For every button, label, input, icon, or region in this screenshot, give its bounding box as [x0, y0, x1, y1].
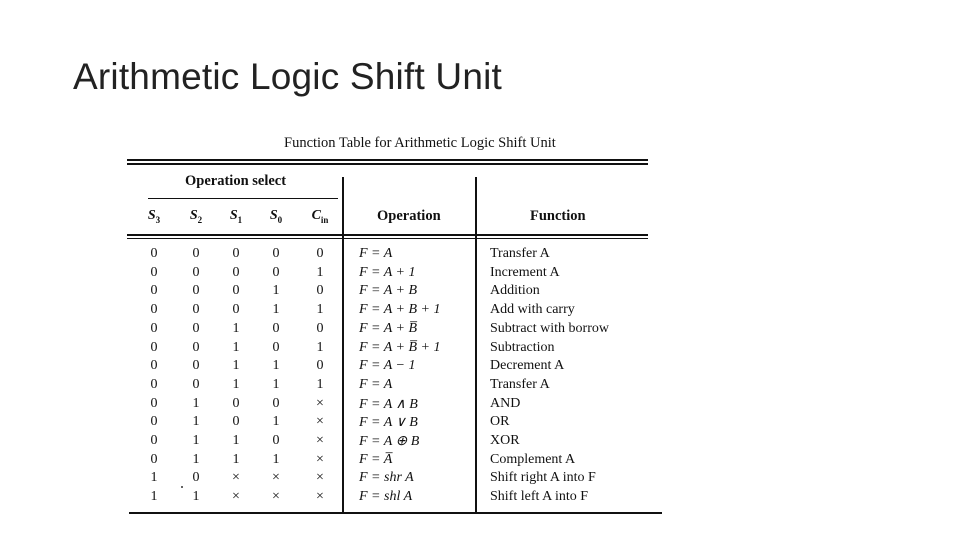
- column-header-s3: $S_3$: [147, 208, 161, 225]
- cell-function: XOR: [490, 433, 520, 448]
- cell-cin: ×: [316, 433, 324, 448]
- cell-s2: 0: [192, 340, 200, 355]
- cell-s1: 0: [232, 265, 240, 280]
- cell-cin: 1: [316, 265, 324, 280]
- column-header-s0: $S_0$: [269, 208, 283, 225]
- cell-cin: ×: [316, 396, 324, 411]
- table-caption: Function Table for Arithmetic Logic Shift Unit: [284, 135, 556, 151]
- cell-s1: ×: [232, 489, 240, 504]
- cell-s2: 0: [192, 321, 200, 336]
- column-header-s1: $S_1$: [229, 208, 243, 225]
- cell-operation: F = A ∨ B: [359, 415, 418, 430]
- cell-operation: F = A + B̅ + 1: [359, 340, 441, 355]
- cell-s1: 0: [232, 302, 240, 317]
- cell-s2: 1: [192, 452, 200, 467]
- cell-s2: 0: [192, 283, 200, 298]
- cell-function: AND: [490, 396, 521, 411]
- cell-s0: 0: [272, 340, 280, 355]
- cell-s1: 0: [232, 246, 240, 261]
- cell-function: Add with carry: [490, 302, 575, 317]
- cell-s1: 0: [232, 414, 240, 429]
- operation-select-header: Operation select: [185, 173, 287, 189]
- cell-s1: 1: [232, 340, 240, 355]
- cell-operation: F = A + B + 1: [359, 302, 441, 317]
- divider-select-operation: [342, 177, 344, 512]
- cell-s3: 1: [150, 470, 158, 485]
- cell-s2: 0: [192, 246, 200, 261]
- cell-operation: F = A + 1: [359, 265, 416, 280]
- cell-cin: ×: [316, 489, 324, 504]
- cell-operation: F = A − 1: [359, 358, 416, 373]
- cell-operation: F = A: [359, 377, 393, 392]
- cell-cin: 0: [316, 358, 324, 373]
- cell-s0: 0: [272, 265, 280, 280]
- cell-s2: 1: [192, 433, 200, 448]
- bottom-rule: [129, 512, 662, 514]
- cell-s0: ×: [272, 489, 280, 504]
- header-double-rule-1: [127, 234, 648, 236]
- cell-s3: 0: [150, 283, 158, 298]
- cell-s0: ×: [272, 470, 280, 485]
- cell-s1: 1: [232, 377, 240, 392]
- cell-operation: F = A + B̅: [359, 321, 418, 336]
- cell-cin: 0: [316, 321, 324, 336]
- cell-s3: 0: [150, 302, 158, 317]
- cell-function: Transfer A: [490, 377, 550, 392]
- cell-s2: 1: [192, 396, 200, 411]
- cell-s0: 0: [272, 433, 280, 448]
- cell-function: Complement A: [490, 452, 576, 467]
- column-header-operation: Operation: [377, 208, 441, 224]
- cell-cin: ×: [316, 414, 324, 429]
- cell-s2: 0: [192, 377, 200, 392]
- cell-s2: 1: [192, 489, 200, 504]
- cell-s1: 1: [232, 321, 240, 336]
- cell-s3: 1: [150, 489, 158, 504]
- cell-operation: F = shr A: [359, 470, 414, 485]
- cell-s3: 0: [150, 433, 158, 448]
- cell-function: Decrement A: [490, 358, 565, 373]
- cell-cin: 0: [316, 246, 324, 261]
- cell-s1: ×: [232, 470, 240, 485]
- cell-cin: ×: [316, 470, 324, 485]
- header-double-rule-2: [127, 238, 648, 239]
- top-double-rule-1: [127, 159, 648, 161]
- cell-function: Subtract with borrow: [490, 321, 609, 336]
- top-double-rule-2: [127, 163, 648, 165]
- cell-function: Transfer A: [490, 246, 550, 261]
- cell-s3: 0: [150, 321, 158, 336]
- cell-s0: 1: [272, 414, 280, 429]
- cell-operation: F = A̅: [359, 452, 393, 467]
- cell-s0: 1: [272, 302, 280, 317]
- cell-operation: F = A: [359, 246, 393, 261]
- cell-operation: F = A ⊕ B: [359, 434, 420, 449]
- cell-function: Subtraction: [490, 340, 555, 355]
- slide-title: Arithmetic Logic Shift Unit: [73, 56, 503, 97]
- cell-s0: 1: [272, 283, 280, 298]
- cell-s1: 1: [232, 452, 240, 467]
- cell-s2: 0: [192, 470, 200, 485]
- cell-cin: ×: [316, 452, 324, 467]
- cell-s3: 0: [150, 396, 158, 411]
- cell-s1: 1: [232, 358, 240, 373]
- cell-s1: 1: [232, 433, 240, 448]
- cell-operation: F = A + B: [359, 283, 418, 298]
- cell-s3: 0: [150, 358, 158, 373]
- cell-s3: 0: [150, 377, 158, 392]
- cell-s0: 0: [272, 246, 280, 261]
- cell-s3: 0: [150, 265, 158, 280]
- column-header-function: Function: [530, 208, 586, 224]
- cell-s1: 0: [232, 396, 240, 411]
- cell-cin: 1: [316, 377, 324, 392]
- cell-s3: 0: [150, 452, 158, 467]
- cell-function: OR: [490, 414, 510, 429]
- cell-function: Addition: [490, 283, 540, 298]
- cell-s2: 0: [192, 302, 200, 317]
- cell-s3: 0: [150, 340, 158, 355]
- cell-function: Shift right A into F: [490, 470, 596, 485]
- cell-s0: 0: [272, 396, 280, 411]
- cell-cin: 1: [316, 302, 324, 317]
- cell-s3: 0: [150, 246, 158, 261]
- cell-cin: 0: [316, 283, 324, 298]
- column-header-s2: $S_2$: [189, 208, 203, 225]
- cell-s3: 0: [150, 414, 158, 429]
- cell-function: Shift left A into F: [490, 489, 589, 504]
- cell-s2: 0: [192, 358, 200, 373]
- cell-s2: 0: [192, 265, 200, 280]
- cell-s2: 1: [192, 414, 200, 429]
- cell-s0: 0: [272, 321, 280, 336]
- cell-s0: 1: [272, 358, 280, 373]
- cell-s0: 1: [272, 452, 280, 467]
- cell-s0: 1: [272, 377, 280, 392]
- cell-operation: F = shl A: [359, 489, 413, 504]
- divider-operation-function: [475, 177, 477, 512]
- cell-function: Increment A: [490, 265, 560, 280]
- scan-speck: [181, 486, 183, 488]
- column-header-cin: $C_{in}$: [311, 208, 329, 225]
- cell-s1: 0: [232, 283, 240, 298]
- operation-select-underline: [148, 198, 338, 199]
- cell-operation: F = A ∧ B: [359, 397, 418, 412]
- cell-cin: 1: [316, 340, 324, 355]
